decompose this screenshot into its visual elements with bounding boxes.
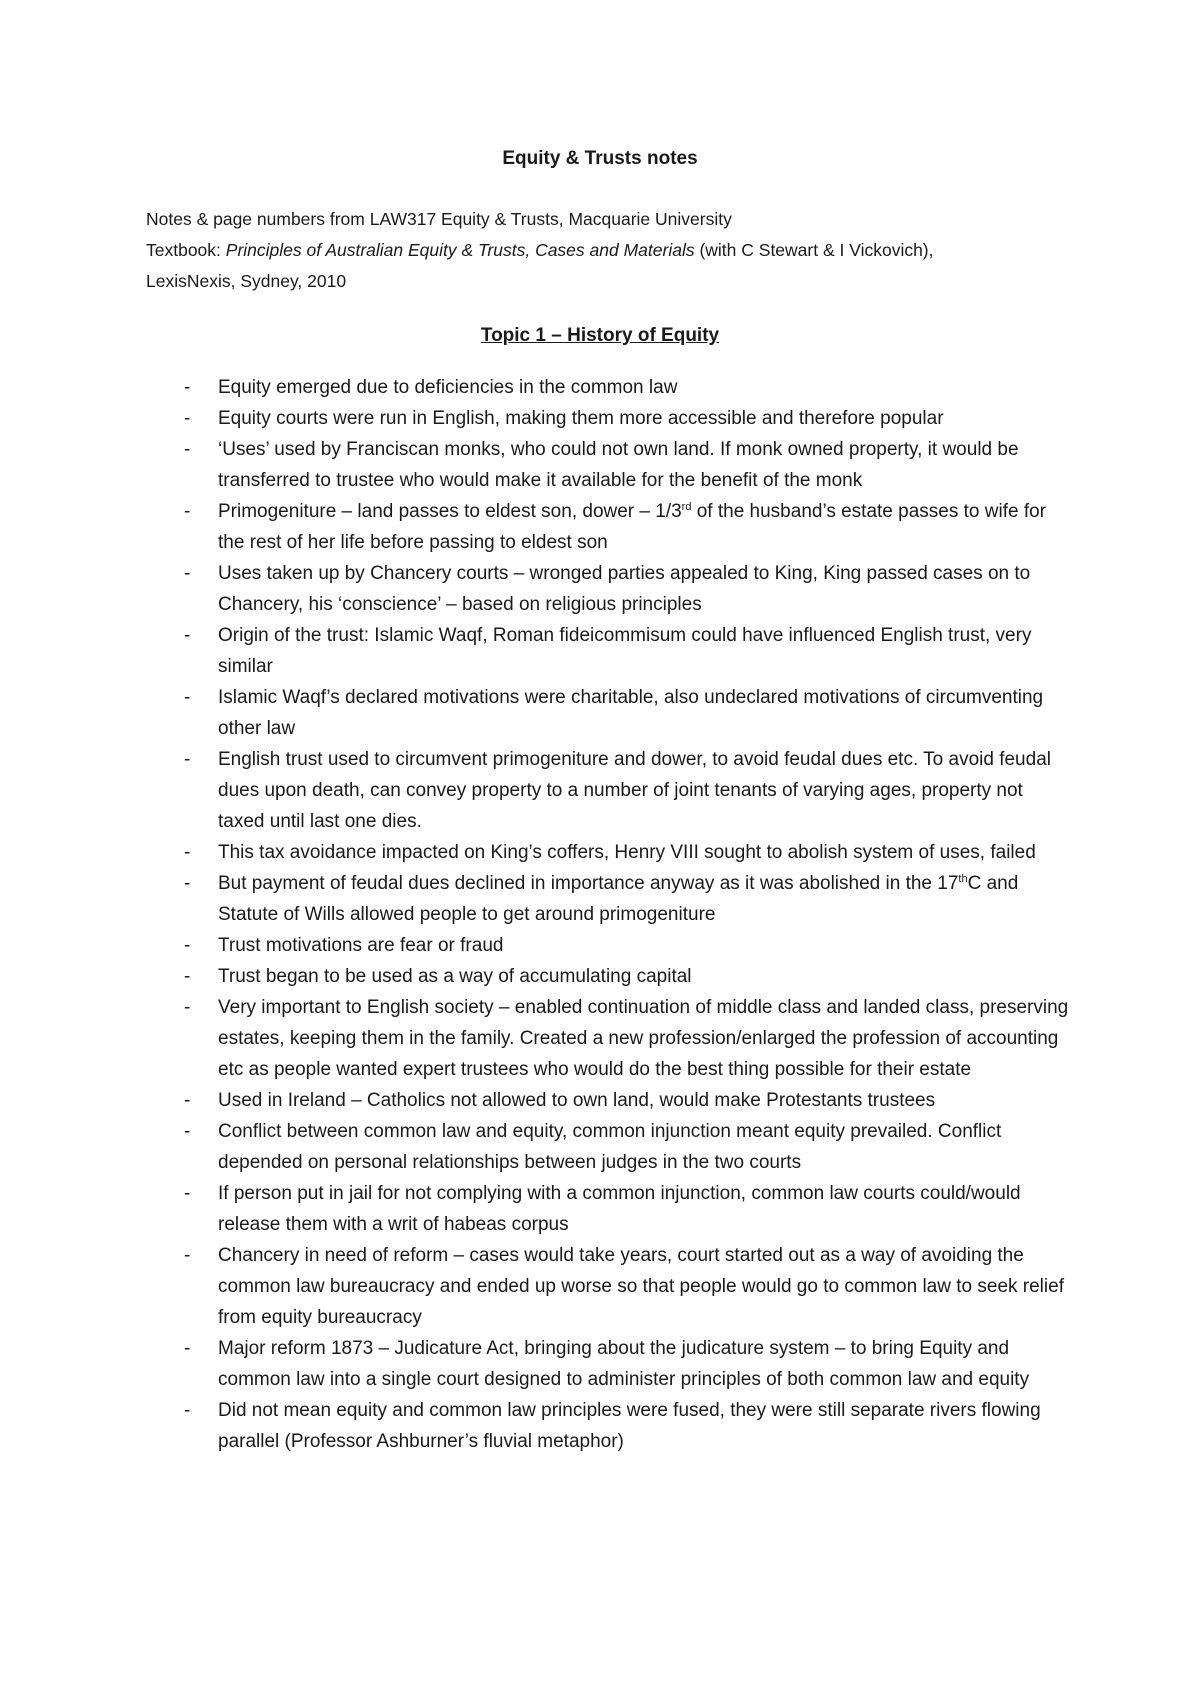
list-item — [0, 837, 1200, 868]
list-item-text: ‘Uses’ used by Franciscan monks, who could not own land. If monk owned property, it would be transferred to trustee who would make it available for the benefit of the monk — [218, 439, 1019, 491]
list-item-text: Equity emerged due to deficiencies in the common law — [218, 377, 678, 398]
bullet-dash: - — [184, 1183, 191, 1204]
superscript: th — [958, 873, 968, 885]
list-item-text: Islamic Waqf’s declared motivations were charitable, also undeclared motivations of circumventing other law — [218, 687, 1044, 739]
bullet-dash: - — [184, 1245, 191, 1266]
list-item-text: English trust used to circumvent primogeniture and dower, to avoid feudal dues etc. To avoid feudal dues upon death, can convey property to a number of joint tenants of varying ages, property not taxed until last one dies. — [218, 749, 1051, 832]
list-item-text: Origin of the trust: Islamic Waqf, Roman fideicommisum could have influenced English trust, very similar — [218, 625, 1032, 677]
bullet-dash: - — [184, 966, 191, 987]
list-item-text: Primogeniture – land passes to eldest son, dower – 1/3 — [218, 501, 682, 522]
list-item-text: Very important to English society – enabled continuation of middle class and landed class, preserving estates, keeping them in the family. Created a new profession/enlarged the profession of accounting etc as people wanted expert trustees who would do the best thing possible for their estate — [218, 997, 1069, 1080]
list-item — [0, 1085, 1200, 1116]
list-item — [0, 682, 1200, 744]
list-item-text: Uses taken up by Chancery courts – wronged parties appealed to King, King passed cases on to Chancery, his ‘conscience’ – based on religious principles — [218, 563, 1031, 615]
bullet-dash: - — [184, 873, 191, 894]
list-item — [0, 558, 1200, 620]
list-item-text: Conflict between common law and equity, common injunction meant equity prevailed. Conflict depended on personal relationships between judges in the two courts — [218, 1121, 1002, 1173]
list-item — [0, 403, 1200, 434]
list-item — [0, 1240, 1200, 1333]
list-item-text: This tax avoidance impacted on King’s coffers, Henry VIII sought to abolish system of uses, failed — [218, 842, 1036, 863]
bullet-dash: - — [184, 501, 191, 522]
list-item-text: of the husband’s estate passes to wife for the rest of her life before passing to eldest son — [218, 501, 1046, 553]
bullet-dash: - — [184, 563, 191, 584]
list-item-text: Trust motivations are fear or fraud — [218, 935, 504, 956]
document-title: Equity & Trusts notes — [502, 148, 698, 169]
bullet-dash: - — [184, 935, 191, 956]
bullet-dash: - — [184, 997, 191, 1018]
list-item-text: Trust began to be used as a way of accumulating capital — [218, 966, 692, 987]
bullet-dash: - — [184, 687, 191, 708]
list-item — [0, 961, 1200, 992]
list-item — [0, 868, 1200, 930]
topic-heading: Topic 1 – History of Equity — [480, 325, 720, 346]
list-item — [0, 496, 1200, 558]
list-item — [0, 1178, 1200, 1240]
list-item-text: Used in Ireland – Catholics not allowed to own land, would make Protestants trustees — [218, 1090, 936, 1111]
bullet-dash: - — [184, 842, 191, 863]
list-item — [0, 992, 1200, 1085]
bullet-dash: - — [184, 408, 191, 429]
bullet-list — [0, 372, 1200, 1457]
list-item-text: C and Statute of Wills allowed people to get around primogeniture — [218, 873, 1019, 925]
bullet-dash: - — [184, 1121, 191, 1142]
list-item — [0, 930, 1200, 961]
meta-source-line: Notes & page numbers from LAW317 Equity & Trusts, Macquarie University — [146, 209, 732, 229]
list-item-text: Major reform 1873 – Judicature Act, bringing about the judicature system – to bring Equity and common law into a single court designed to administer principles of both common law and equity — [218, 1338, 1030, 1390]
list-item — [0, 1116, 1200, 1178]
list-item — [0, 372, 1200, 403]
list-item-text: Equity courts were run in English, making them more accessible and therefore popular — [218, 408, 944, 429]
list-item — [0, 620, 1200, 682]
meta-textbook-prefix: Textbook: — [146, 240, 226, 260]
meta-textbook-title: Principles of Australian Equity & Trusts, Cases and Materials — [225, 240, 695, 260]
list-item-text: Chancery in need of reform – cases would take years, court started out as a way of avoiding the common law bureaucracy and ended up worse so that people would go to common law to seek relief from equity bureaucracy — [218, 1245, 1064, 1328]
list-item — [0, 1333, 1200, 1395]
list-item-text: But payment of feudal dues declined in importance anyway as it was abolished in the 17 — [218, 873, 959, 894]
bullet-dash: - — [184, 1090, 191, 1111]
document-meta — [146, 204, 1066, 297]
bullet-dash: - — [184, 1400, 191, 1421]
meta-textbook-suffix: (with C Stewart & I Vickovich), — [694, 240, 934, 260]
bullet-dash: - — [184, 749, 191, 770]
bullet-dash: - — [184, 1338, 191, 1359]
bullet-dash: - — [184, 625, 191, 646]
list-item — [0, 744, 1200, 837]
list-item-text: If person put in jail for not complying with a common injunction, common law courts could/would release them with a writ of habeas corpus — [218, 1183, 1021, 1235]
meta-textbook-line — [146, 235, 1066, 266]
bullet-dash: - — [184, 439, 191, 460]
list-item — [0, 434, 1200, 496]
meta-publisher-line: LexisNexis, Sydney, 2010 — [146, 271, 347, 291]
bullet-dash: - — [184, 377, 191, 398]
superscript: rd — [681, 501, 692, 513]
list-item — [0, 1395, 1200, 1457]
list-item-text: Did not mean equity and common law principles were fused, they were still separate rivers flowing parallel (Professor Ashburner’s fluvial metaphor) — [218, 1400, 1041, 1452]
